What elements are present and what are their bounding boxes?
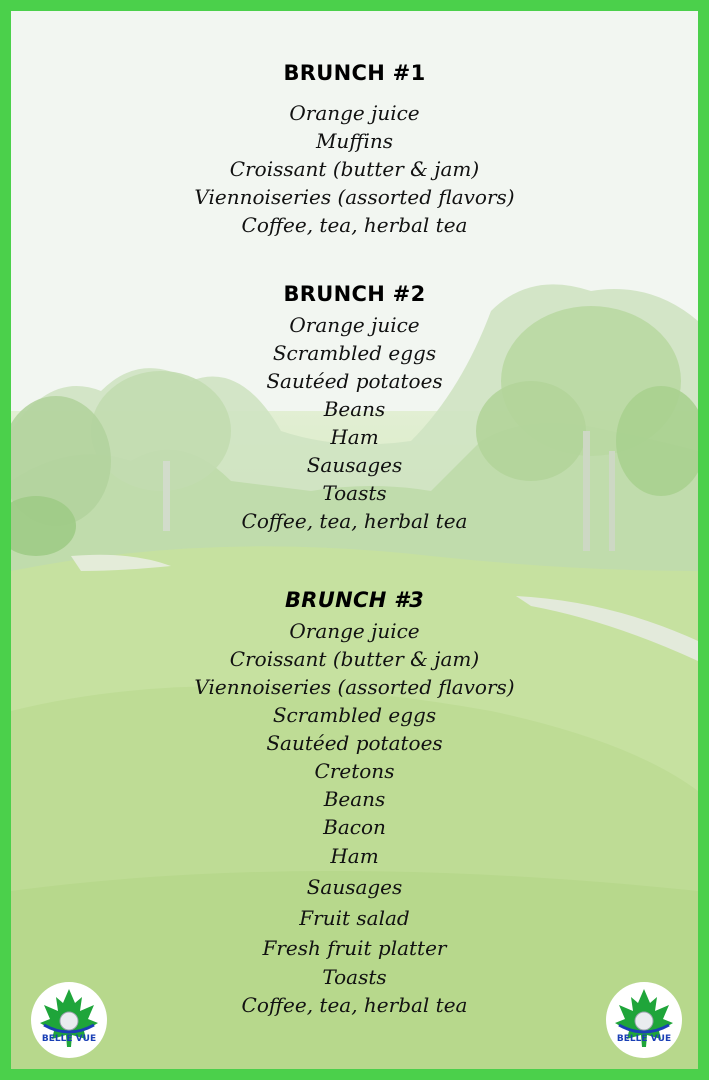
- list-item: Scrambled eggs: [272, 703, 437, 727]
- list-item: Sausages: [306, 453, 403, 477]
- list-item: Toasts: [322, 965, 387, 989]
- list-item: Muffins: [315, 129, 394, 153]
- list-item: Beans: [323, 787, 386, 811]
- list-item: Fresh fruit platter: [262, 936, 447, 960]
- list-item: Viennoiseries (assorted flavors): [194, 675, 515, 699]
- belle-vue-logo-right: [605, 981, 683, 1059]
- brunch-1-items: [11, 99, 698, 239]
- list-item: Fruit salad: [299, 906, 410, 930]
- list-item: Orange juice: [289, 619, 420, 643]
- belle-vue-logo-left: [30, 981, 108, 1059]
- list-item: Croissant (butter & jam): [229, 647, 480, 671]
- list-item: Scrambled eggs: [272, 341, 437, 365]
- list-item: Bacon: [323, 815, 386, 839]
- svg-text:BELLE VUE: BELLE VUE: [616, 1034, 672, 1044]
- list-item: Viennoiseries (assorted flavors): [194, 185, 515, 209]
- list-item: Sautéed potatoes: [266, 369, 443, 393]
- svg-text:BELLE VUE: BELLE VUE: [41, 1034, 97, 1044]
- list-item: Orange juice: [289, 313, 420, 337]
- brunch-2-items: [11, 311, 698, 535]
- list-item: Toasts: [322, 481, 387, 505]
- brunch-menu: [11, 11, 698, 1069]
- list-item: Sautéed potatoes: [266, 731, 443, 755]
- brunch-2-title: BRUNCH #2: [283, 282, 426, 306]
- list-item: Ham: [330, 844, 379, 868]
- list-item: Coffee, tea, herbal tea: [241, 213, 468, 237]
- list-item: Beans: [323, 397, 386, 421]
- list-item: Cretons: [314, 759, 395, 783]
- menu-card: [11, 11, 698, 1069]
- list-item: Sausages: [306, 875, 403, 899]
- list-item: Orange juice: [289, 101, 420, 125]
- brunch-1-title: BRUNCH #1: [283, 61, 426, 85]
- list-item: Coffee, tea, herbal tea: [241, 509, 468, 533]
- list-item: Ham: [330, 425, 379, 449]
- brunch-3-title: BRUNCH #3: [284, 588, 425, 612]
- list-item: Coffee, tea, herbal tea: [241, 993, 468, 1017]
- list-item: Croissant (butter & jam): [229, 157, 480, 181]
- brunch-3-items: [11, 617, 698, 1019]
